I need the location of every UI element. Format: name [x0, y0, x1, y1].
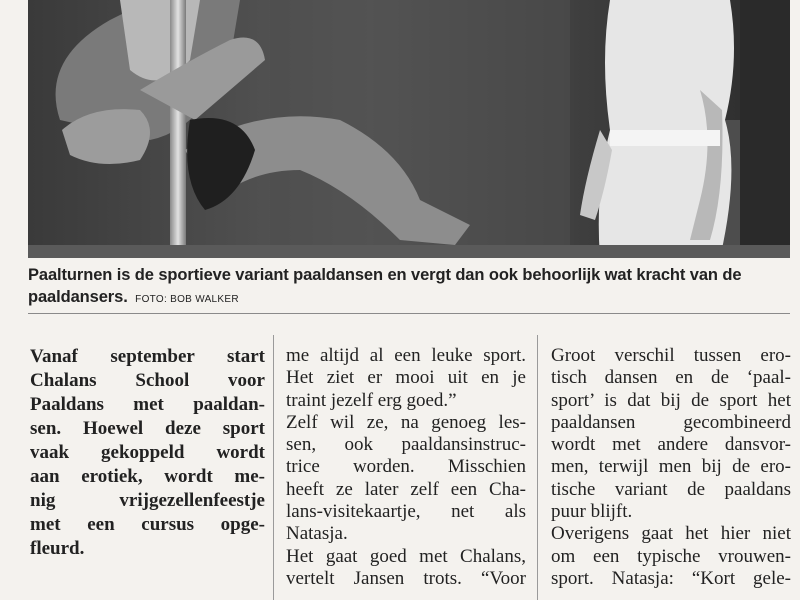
column-line: sen, ook paaldansinstruc- [286, 434, 526, 456]
column-line: Groot verschil tussen ero- [551, 345, 791, 366]
intro-line: sen. Hoewel deze sport [30, 418, 265, 439]
column-line: wordt met andere dansvor- [551, 434, 791, 456]
photo-image-icon [0, 0, 800, 262]
column-line: Zelf wil ze, na genoeg les- [286, 411, 526, 433]
column-line: Het ziet er mooi uit en je [286, 367, 526, 389]
article-column-3 [551, 345, 791, 590]
column-line: puur blijft. [551, 501, 633, 523]
intro-line: vaak gekoppeld wordt [30, 442, 265, 463]
column-line: Overigens gaat het hier niet [551, 523, 791, 545]
intro-line: nig vrijgezellenfeestje [30, 490, 265, 511]
intro-line: Paaldans met paaldan- [30, 394, 265, 415]
article-intro [30, 345, 265, 561]
column-divider [537, 335, 538, 600]
newspaper-photo [0, 0, 800, 262]
caption-text: Paalturnen is de sportieve variant paaldansen en vergt dan ook behoorlijk wat kracht van de paaldansers. [28, 266, 742, 306]
column-line: traint jezelf erg goed.” [286, 389, 457, 411]
intro-line: met een cursus opge- [30, 514, 265, 535]
caption-divider [28, 313, 790, 314]
column-line: heeft ze later zelf een Cha- [286, 478, 526, 500]
column-divider [273, 335, 274, 600]
column-line: paaldansen gecombineerd [551, 411, 791, 433]
column-line: lans-visitekaartje, net als [286, 501, 526, 523]
column-line: tische variant de paaldans [551, 478, 791, 500]
column-line: sport. Natasja: “Kort gele- [551, 567, 791, 589]
column-line: trice worden. Misschien [286, 456, 526, 478]
column-line: sport’ is dat bij de sport het [551, 389, 791, 411]
column-line: tisch dansen en de ‘paal- [551, 367, 791, 389]
photo-credit: FOTO: BOB WALKER [135, 294, 239, 305]
column-line: Natasja. [286, 523, 348, 545]
column-line: Het gaat goed met Chalans, [286, 545, 526, 567]
intro-line: aan erotiek, wordt me- [30, 466, 265, 487]
intro-line: fleurd. [30, 538, 85, 559]
column-line: vertelt Jansen trots. “Voor [286, 567, 526, 589]
column-line: men, terwijl men bij de ero- [551, 456, 791, 478]
photo-caption [28, 264, 788, 311]
column-line: me altijd al een leuke sport. [286, 345, 526, 366]
article-column-2 [286, 345, 526, 590]
column-line: om een typische vrouwen- [551, 545, 791, 567]
intro-line: Chalans School voor [30, 370, 265, 391]
intro-line: Vanaf september start [30, 346, 265, 367]
